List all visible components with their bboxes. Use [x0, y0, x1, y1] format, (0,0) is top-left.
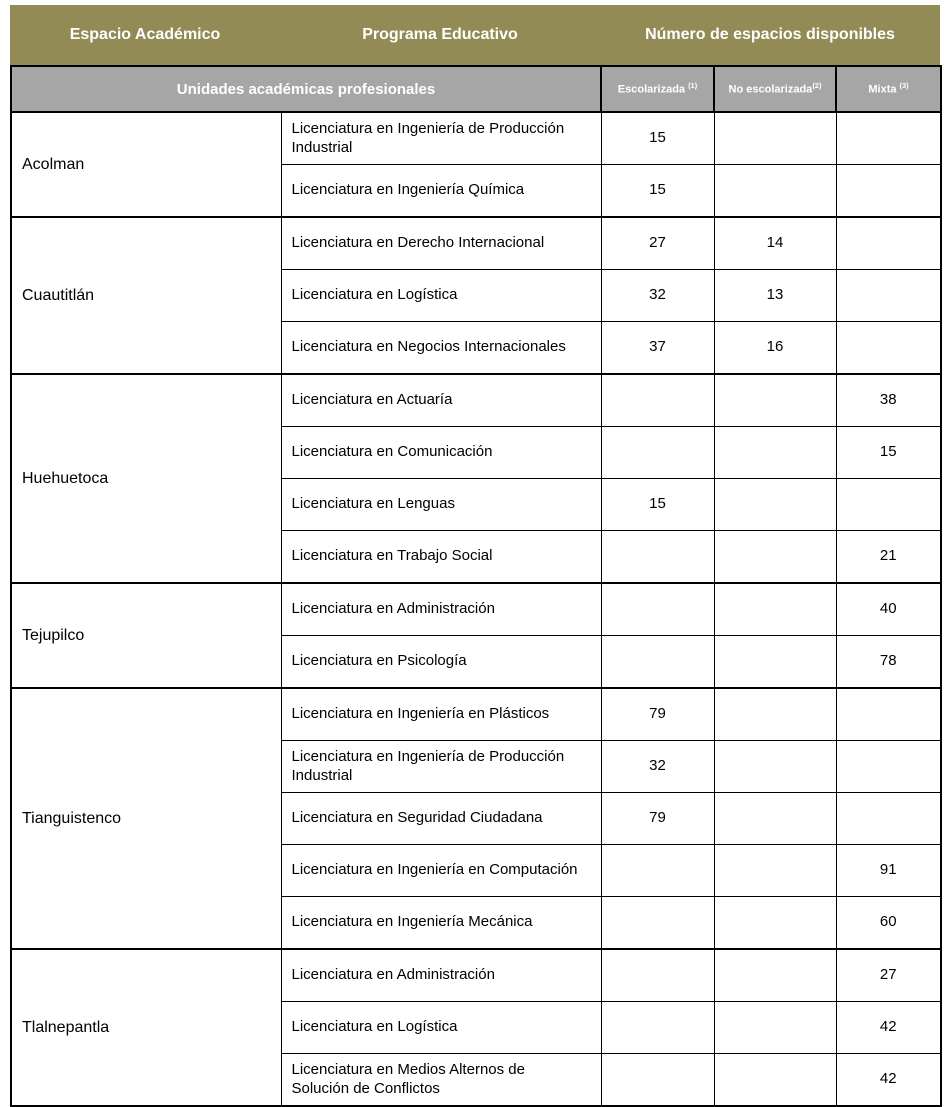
- mixta-value-cell: [836, 793, 941, 845]
- mixta-value-cell: [836, 270, 941, 322]
- no-escolarizada-value-cell: [714, 374, 836, 427]
- escolarizada-value-cell: 15: [601, 165, 714, 218]
- table-title-band: [10, 5, 940, 65]
- mixta-value-cell: [836, 741, 941, 793]
- subheader-no-escolarizada: [714, 66, 836, 112]
- table-row: [11, 949, 941, 1002]
- escolarizada-value-cell: 32: [601, 741, 714, 793]
- mixta-value-cell: 21: [836, 531, 941, 584]
- escolarizada-value-cell: 27: [601, 217, 714, 270]
- mixta-value-cell: 91: [836, 845, 941, 897]
- escolarizada-value-cell: [601, 427, 714, 479]
- mixta-value-cell: 38: [836, 374, 941, 427]
- programa-educativo-cell: Licenciatura en Lenguas: [281, 479, 601, 531]
- programa-educativo-cell: Licenciatura en Logística: [281, 1002, 601, 1054]
- no-escolarizada-value-cell: [714, 479, 836, 531]
- programa-educativo-cell: Licenciatura en Trabajo Social: [281, 531, 601, 584]
- table-row: [11, 583, 941, 636]
- programa-educativo-cell: Licenciatura en Ingeniería en Computación: [281, 845, 601, 897]
- header-espacio-academico: Espacio Académico: [69, 26, 221, 43]
- no-escolarizada-value-cell: [714, 688, 836, 741]
- no-escolarizada-value-cell: [714, 949, 836, 1002]
- mixta-value-cell: 60: [836, 897, 941, 950]
- escolarizada-value-cell: [601, 531, 714, 584]
- subheader-mixta-footnote: (3): [899, 80, 909, 90]
- programa-educativo-cell: Licenciatura en Ingeniería de Producción Industrial: [281, 741, 601, 793]
- table-row: [11, 112, 941, 165]
- espacio-academico-cell: Tlalnepantla: [11, 949, 281, 1106]
- subheader-mixta-label: Mixta: [868, 83, 897, 96]
- no-escolarizada-value-cell: [714, 1054, 836, 1107]
- table-row: [11, 217, 941, 270]
- no-escolarizada-value-cell: [714, 845, 836, 897]
- mixta-value-cell: 40: [836, 583, 941, 636]
- header-programa-educativo: Programa Educativo: [362, 26, 518, 43]
- subheader-escolarizada: [601, 66, 714, 112]
- table-body: [11, 112, 941, 1106]
- escolarizada-value-cell: [601, 636, 714, 689]
- mixta-value-cell: [836, 165, 941, 218]
- escolarizada-value-cell: [601, 845, 714, 897]
- subheader-no-escolarizada-label: No escolarizada: [728, 83, 813, 96]
- programa-educativo-cell: Licenciatura en Administración: [281, 583, 601, 636]
- programa-educativo-cell: Licenciatura en Ingeniería en Plásticos: [281, 688, 601, 741]
- programa-educativo-cell: Licenciatura en Ingeniería de Producción Industrial: [281, 112, 601, 165]
- espacios-disponibles-table: [10, 65, 942, 1107]
- programa-educativo-cell: Licenciatura en Negocios Internacionales: [281, 322, 601, 375]
- programa-educativo-cell: Licenciatura en Administración: [281, 949, 601, 1002]
- header-numero-espacios-disponibles: Número de espacios disponibles: [645, 26, 895, 43]
- escolarizada-value-cell: [601, 1002, 714, 1054]
- no-escolarizada-value-cell: [714, 165, 836, 218]
- mixta-value-cell: [836, 479, 941, 531]
- mixta-value-cell: 15: [836, 427, 941, 479]
- programa-educativo-cell: Licenciatura en Ingeniería Mecánica: [281, 897, 601, 950]
- no-escolarizada-value-cell: [714, 897, 836, 950]
- mixta-value-cell: [836, 112, 941, 165]
- no-escolarizada-value-cell: 13: [714, 270, 836, 322]
- escolarizada-value-cell: [601, 949, 714, 1002]
- programa-educativo-cell: Licenciatura en Seguridad Ciudadana: [281, 793, 601, 845]
- programa-educativo-cell: Licenciatura en Medios Alternos de Solución de Conflictos: [281, 1054, 601, 1107]
- escolarizada-value-cell: [601, 897, 714, 950]
- no-escolarizada-value-cell: [714, 583, 836, 636]
- escolarizada-value-cell: 37: [601, 322, 714, 375]
- no-escolarizada-value-cell: [714, 1002, 836, 1054]
- escolarizada-value-cell: 79: [601, 793, 714, 845]
- no-escolarizada-value-cell: [714, 741, 836, 793]
- subheader-row: [11, 66, 941, 112]
- programa-educativo-cell: Licenciatura en Derecho Internacional: [281, 217, 601, 270]
- mixta-value-cell: [836, 322, 941, 375]
- escolarizada-value-cell: [601, 583, 714, 636]
- escolarizada-value-cell: 32: [601, 270, 714, 322]
- programa-educativo-cell: Licenciatura en Logística: [281, 270, 601, 322]
- subheader-escolarizada-label: Escolarizada: [617, 83, 686, 96]
- espacio-academico-cell: Acolman: [11, 112, 281, 217]
- mixta-value-cell: [836, 217, 941, 270]
- escolarizada-value-cell: 79: [601, 688, 714, 741]
- mixta-value-cell: 27: [836, 949, 941, 1002]
- subheader-escolarizada-footnote: (1): [688, 80, 698, 90]
- no-escolarizada-value-cell: 16: [714, 322, 836, 375]
- subheader-mixta: [836, 66, 941, 112]
- programa-educativo-cell: Licenciatura en Comunicación: [281, 427, 601, 479]
- programa-educativo-cell: Licenciatura en Psicología: [281, 636, 601, 689]
- mixta-value-cell: 42: [836, 1054, 941, 1107]
- table-row: [11, 374, 941, 427]
- no-escolarizada-value-cell: [714, 427, 836, 479]
- mixta-value-cell: [836, 688, 941, 741]
- no-escolarizada-value-cell: [714, 793, 836, 845]
- subheader-no-escolarizada-footnote: (2): [812, 80, 822, 90]
- espacio-academico-cell: Tejupilco: [11, 583, 281, 688]
- escolarizada-value-cell: 15: [601, 112, 714, 165]
- subheader-unidades-academicas: Unidades académicas profesionales: [11, 66, 601, 112]
- mixta-value-cell: 42: [836, 1002, 941, 1054]
- escolarizada-value-cell: [601, 1054, 714, 1107]
- no-escolarizada-value-cell: [714, 112, 836, 165]
- escolarizada-value-cell: [601, 374, 714, 427]
- espacio-academico-cell: Tianguistenco: [11, 688, 281, 949]
- mixta-value-cell: 78: [836, 636, 941, 689]
- no-escolarizada-value-cell: [714, 636, 836, 689]
- programa-educativo-cell: Licenciatura en Actuaría: [281, 374, 601, 427]
- espacio-academico-cell: Cuautitlán: [11, 217, 281, 374]
- espacio-academico-cell: Huehuetoca: [11, 374, 281, 583]
- escolarizada-value-cell: 15: [601, 479, 714, 531]
- no-escolarizada-value-cell: [714, 531, 836, 584]
- no-escolarizada-value-cell: 14: [714, 217, 836, 270]
- programa-educativo-cell: Licenciatura en Ingeniería Química: [281, 165, 601, 218]
- table-row: [11, 688, 941, 741]
